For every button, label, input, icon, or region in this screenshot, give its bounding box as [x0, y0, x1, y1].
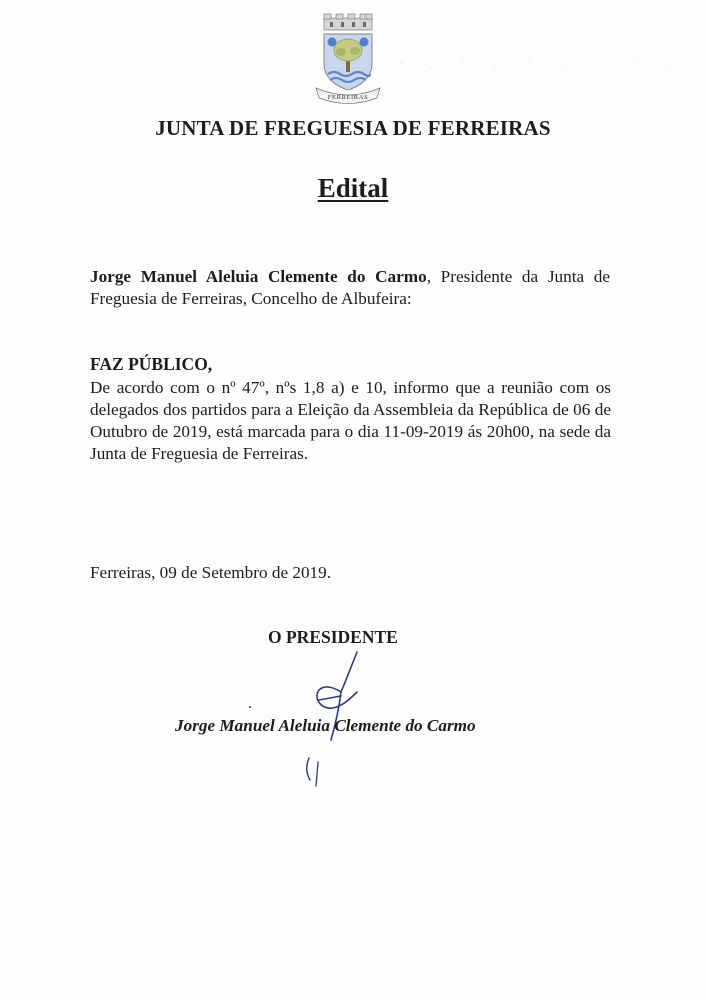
- document-title-text: Edital: [317, 173, 389, 203]
- scan-artifact: [390, 50, 690, 80]
- intro-paragraph: [90, 266, 610, 310]
- coat-of-arms-crest: [310, 12, 386, 104]
- document-title: [0, 173, 706, 204]
- ink-dot: [249, 706, 251, 708]
- intro-name: Jorge Manuel Aleluia Clemente do Carmo: [90, 267, 427, 286]
- signer-title: O PRESIDENTE: [268, 627, 398, 647]
- crest-label: FERREIRAS: [327, 94, 369, 101]
- organization-title: JUNTA DE FREGUESIA DE FERREIRAS: [155, 116, 551, 140]
- intro-text: , Presidente da Junta de Freguesia de Ferreiras, Concelho de Albufeira:: [90, 267, 610, 308]
- signer-name: Jorge Manuel Aleluia Clemente do Carmo: [175, 716, 476, 735]
- dateline: Ferreiras, 09 de Setembro de 2019.: [90, 563, 332, 582]
- body-paragraph: De acordo com o nº 47º, nºs 1,8 a) e 10, informo que a reunião com os delegados dos partidos para a Eleição da Assembleia da República de 06 de Outubro de 2019, está marcada para o dia 11-09-2019 ás 20h00, na sede da Junta de Freguesia de Ferreiras.: [90, 378, 611, 463]
- proclamation-heading: FAZ PÚBLICO,: [90, 354, 213, 374]
- handwritten-signature: [295, 640, 385, 790]
